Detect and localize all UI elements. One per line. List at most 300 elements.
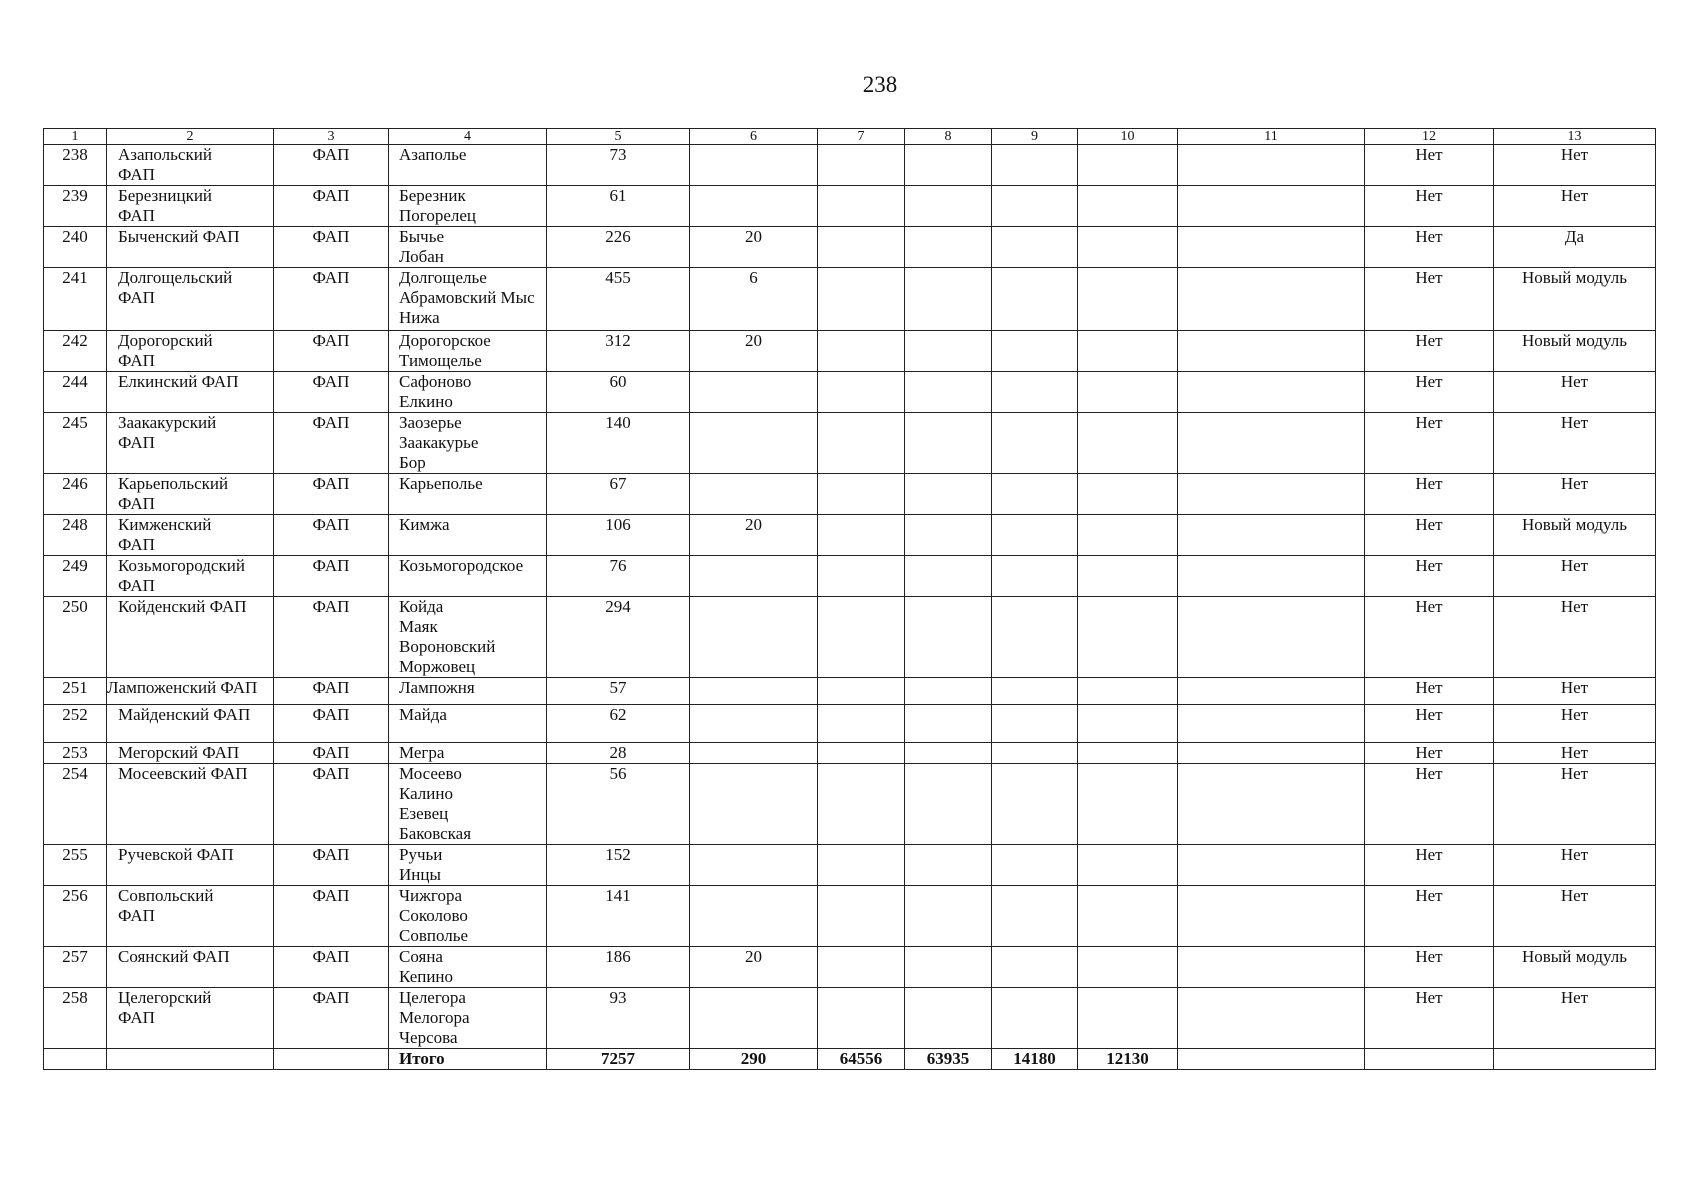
column-13-value: Нет <box>1494 705 1656 743</box>
column-8-value <box>905 474 992 515</box>
settlements <box>389 556 547 597</box>
row-number: 239 <box>44 186 107 227</box>
settlements <box>389 845 547 886</box>
facility-name-line: ФАП <box>118 535 155 554</box>
column-12-value: Нет <box>1365 331 1494 372</box>
facility-name-line: Лампоженский ФАП <box>107 678 258 697</box>
column-8-value <box>905 331 992 372</box>
facility-name-line: ФАП <box>118 494 155 513</box>
column-10-value <box>1078 227 1178 268</box>
settlement-name: Заакакурье <box>399 433 479 452</box>
table-row <box>44 947 1656 988</box>
facility-name-line: Долгощельский <box>118 268 233 287</box>
column-6-value <box>690 372 818 413</box>
column-7-value <box>818 474 905 515</box>
column-8-value <box>905 515 992 556</box>
column-10-value <box>1078 705 1178 743</box>
column-10-value <box>1078 556 1178 597</box>
settlements <box>389 145 547 186</box>
settlement-name: Козьмогородское <box>399 556 524 575</box>
total-row <box>44 1049 1656 1070</box>
facility-name <box>107 268 274 331</box>
settlement-name: Моржовец <box>399 657 476 676</box>
table-row <box>44 556 1656 597</box>
facility-name-line: Майденский ФАП <box>118 705 251 724</box>
column-7-value <box>818 331 905 372</box>
row-number: 253 <box>44 743 107 764</box>
settlement-name: Кепино <box>399 967 454 986</box>
population: 106 <box>547 515 690 556</box>
column-7-value <box>818 988 905 1049</box>
facility-name-line: ФАП <box>118 165 155 184</box>
total-column-7: 64556 <box>818 1049 905 1070</box>
total-column-6: 290 <box>690 1049 818 1070</box>
settlement-name: Бычье <box>399 227 445 246</box>
column-6-value <box>690 413 818 474</box>
population: 57 <box>547 678 690 705</box>
column-12-value: Нет <box>1365 474 1494 515</box>
column-number: 9 <box>992 129 1078 145</box>
column-7-value <box>818 705 905 743</box>
row-number: 257 <box>44 947 107 988</box>
facility-name-line: ФАП <box>118 206 155 225</box>
row-number: 250 <box>44 597 107 678</box>
facility-name <box>107 705 274 743</box>
population: 152 <box>547 845 690 886</box>
settlements <box>389 764 547 845</box>
population: 28 <box>547 743 690 764</box>
row-number: 248 <box>44 515 107 556</box>
facility-type: ФАП <box>274 845 389 886</box>
column-11-value <box>1178 597 1365 678</box>
column-11-value <box>1178 372 1365 413</box>
population: 294 <box>547 597 690 678</box>
column-12-value: Нет <box>1365 764 1494 845</box>
page-number: 238 <box>862 72 898 97</box>
population: 140 <box>547 413 690 474</box>
settlements <box>389 413 547 474</box>
facility-name <box>107 886 274 947</box>
facility-type: ФАП <box>274 145 389 186</box>
facility-name-line: Ручевской ФАП <box>118 845 234 864</box>
column-13-value: Новый модуль <box>1494 268 1656 331</box>
facility-name-line: Заакакурский <box>118 413 217 432</box>
column-12-value: Нет <box>1365 678 1494 705</box>
table-row <box>44 268 1656 331</box>
settlement-name: Карьеполье <box>399 474 483 493</box>
column-9-value <box>992 705 1078 743</box>
settlements <box>389 372 547 413</box>
column-9-value <box>992 515 1078 556</box>
column-8-value <box>905 764 992 845</box>
facility-name <box>107 474 274 515</box>
column-8-value <box>905 988 992 1049</box>
column-12-value: Нет <box>1365 186 1494 227</box>
population: 226 <box>547 227 690 268</box>
column-7-value <box>818 145 905 186</box>
facility-name <box>107 743 274 764</box>
total-column-9: 14180 <box>992 1049 1078 1070</box>
column-8-value <box>905 705 992 743</box>
column-7-value <box>818 372 905 413</box>
column-10-value <box>1078 474 1178 515</box>
column-12-value: Нет <box>1365 947 1494 988</box>
column-number: 6 <box>690 129 818 145</box>
column-6-value <box>690 743 818 764</box>
column-13-value: Нет <box>1494 556 1656 597</box>
column-12-value: Нет <box>1365 705 1494 743</box>
column-number: 12 <box>1365 129 1494 145</box>
population: 73 <box>547 145 690 186</box>
settlement-name: Заозерье <box>399 413 462 432</box>
column-12-value: Нет <box>1365 988 1494 1049</box>
column-13-value: Нет <box>1494 186 1656 227</box>
settlement-name: Маяк <box>399 617 438 636</box>
table-row <box>44 678 1656 705</box>
row-number: 242 <box>44 331 107 372</box>
column-9-value <box>992 474 1078 515</box>
column-8-value <box>905 372 992 413</box>
row-number: 245 <box>44 413 107 474</box>
settlement-name: Вороновский <box>399 637 496 656</box>
empty-cell <box>44 1049 107 1070</box>
facility-name-line: Быченский ФАП <box>118 227 240 246</box>
facility-name-line: Целегорский <box>118 988 212 1007</box>
column-10-value <box>1078 845 1178 886</box>
column-13-value: Нет <box>1494 145 1656 186</box>
column-6-value <box>690 988 818 1049</box>
facility-type: ФАП <box>274 413 389 474</box>
column-12-value: Нет <box>1365 145 1494 186</box>
column-9-value <box>992 331 1078 372</box>
column-11-value <box>1178 886 1365 947</box>
empty-cell <box>1494 1049 1656 1070</box>
population: 93 <box>547 988 690 1049</box>
population: 186 <box>547 947 690 988</box>
row-number: 251 <box>44 678 107 705</box>
column-7-value <box>818 515 905 556</box>
settlement-name: Азаполье <box>399 145 467 164</box>
column-8-value <box>905 268 992 331</box>
column-8-value <box>905 186 992 227</box>
column-12-value: Нет <box>1365 743 1494 764</box>
total-column-5: 7257 <box>547 1049 690 1070</box>
total-column-8: 63935 <box>905 1049 992 1070</box>
table-row <box>44 886 1656 947</box>
settlement-name: Мелогора <box>399 1008 470 1027</box>
column-13-value: Нет <box>1494 372 1656 413</box>
column-11-value <box>1178 743 1365 764</box>
settlement-name: Лобан <box>399 247 444 266</box>
column-13-value: Нет <box>1494 886 1656 947</box>
column-11-value <box>1178 515 1365 556</box>
row-number: 246 <box>44 474 107 515</box>
facility-name <box>107 845 274 886</box>
facility-type: ФАП <box>274 764 389 845</box>
settlement-name: Бор <box>399 453 426 472</box>
settlement-name: Ручьи <box>399 845 443 864</box>
population: 61 <box>547 186 690 227</box>
facility-name-line: Азапольский <box>118 145 212 164</box>
column-10-value <box>1078 678 1178 705</box>
row-number: 244 <box>44 372 107 413</box>
column-number-row <box>44 129 1656 145</box>
column-12-value: Нет <box>1365 413 1494 474</box>
settlements <box>389 678 547 705</box>
facility-type: ФАП <box>274 678 389 705</box>
table-row <box>44 186 1656 227</box>
settlement-name: Дорогорское <box>399 331 491 350</box>
column-10-value <box>1078 331 1178 372</box>
column-13-value: Новый модуль <box>1494 331 1656 372</box>
column-12-value: Нет <box>1365 515 1494 556</box>
row-number: 252 <box>44 705 107 743</box>
column-12-value: Нет <box>1365 268 1494 331</box>
facility-name-line: Дорогорский <box>118 331 213 350</box>
population: 67 <box>547 474 690 515</box>
facility-type: ФАП <box>274 988 389 1049</box>
settlements <box>389 705 547 743</box>
row-number: 256 <box>44 886 107 947</box>
column-number: 2 <box>107 129 274 145</box>
facility-name-line: Койденский ФАП <box>118 597 247 616</box>
column-11-value <box>1178 474 1365 515</box>
facility-name <box>107 145 274 186</box>
facility-type: ФАП <box>274 474 389 515</box>
table-row <box>44 331 1656 372</box>
column-7-value <box>818 268 905 331</box>
facility-type: ФАП <box>274 515 389 556</box>
column-6-value <box>690 845 818 886</box>
column-number: 1 <box>44 129 107 145</box>
row-number: 238 <box>44 145 107 186</box>
facility-type: ФАП <box>274 268 389 331</box>
settlement-name: Кимжа <box>399 515 450 534</box>
facility-name-line: Мегорский ФАП <box>118 743 240 762</box>
facility-type: ФАП <box>274 597 389 678</box>
column-7-value <box>818 845 905 886</box>
column-10-value <box>1078 268 1178 331</box>
column-8-value <box>905 845 992 886</box>
column-11-value <box>1178 186 1365 227</box>
settlement-name: Абрамовский Мыс <box>399 288 535 307</box>
facility-name-line: ФАП <box>118 351 155 370</box>
facility-type: ФАП <box>274 705 389 743</box>
facility-name <box>107 678 274 705</box>
column-9-value <box>992 372 1078 413</box>
column-6-value <box>690 764 818 845</box>
column-6-value: 20 <box>690 331 818 372</box>
column-10-value <box>1078 988 1178 1049</box>
total-column-10: 12130 <box>1078 1049 1178 1070</box>
column-13-value: Нет <box>1494 845 1656 886</box>
table-row <box>44 145 1656 186</box>
column-number: 8 <box>905 129 992 145</box>
column-number: 13 <box>1494 129 1656 145</box>
column-12-value: Нет <box>1365 886 1494 947</box>
column-6-value <box>690 678 818 705</box>
column-11-value <box>1178 331 1365 372</box>
settlements <box>389 988 547 1049</box>
column-7-value <box>818 227 905 268</box>
facility-name <box>107 988 274 1049</box>
column-9-value <box>992 597 1078 678</box>
row-number: 241 <box>44 268 107 331</box>
facility-name-line: Соянский ФАП <box>118 947 230 966</box>
column-13-value: Да <box>1494 227 1656 268</box>
population: 62 <box>547 705 690 743</box>
facility-name-line: ФАП <box>118 433 155 452</box>
column-9-value <box>992 227 1078 268</box>
column-10-value <box>1078 764 1178 845</box>
column-10-value <box>1078 413 1178 474</box>
column-12-value: Нет <box>1365 845 1494 886</box>
empty-cell <box>1365 1049 1494 1070</box>
column-7-value <box>818 886 905 947</box>
column-11-value <box>1178 145 1365 186</box>
row-number: 255 <box>44 845 107 886</box>
settlement-name: Майда <box>399 705 447 724</box>
settlements <box>389 947 547 988</box>
column-6-value <box>690 474 818 515</box>
table-row <box>44 988 1656 1049</box>
column-13-value: Нет <box>1494 988 1656 1049</box>
column-11-value <box>1178 845 1365 886</box>
facility-type: ФАП <box>274 372 389 413</box>
column-number: 10 <box>1078 129 1178 145</box>
facility-name-line: ФАП <box>118 288 155 307</box>
column-11-value <box>1178 764 1365 845</box>
table-row <box>44 845 1656 886</box>
facility-name <box>107 186 274 227</box>
facility-name-line: Совпольский <box>118 886 214 905</box>
population: 455 <box>547 268 690 331</box>
facility-table <box>43 128 1656 1070</box>
table-row <box>44 597 1656 678</box>
table-row <box>44 764 1656 845</box>
column-6-value: 20 <box>690 227 818 268</box>
settlements <box>389 331 547 372</box>
column-12-value: Нет <box>1365 597 1494 678</box>
column-13-value: Нет <box>1494 597 1656 678</box>
column-8-value <box>905 145 992 186</box>
facility-name-line: ФАП <box>118 906 155 925</box>
column-9-value <box>992 268 1078 331</box>
column-6-value: 20 <box>690 947 818 988</box>
column-11-value <box>1178 678 1365 705</box>
column-10-value <box>1078 372 1178 413</box>
empty-cell <box>274 1049 389 1070</box>
row-number: 258 <box>44 988 107 1049</box>
column-8-value <box>905 556 992 597</box>
facility-name <box>107 227 274 268</box>
column-9-value <box>992 886 1078 947</box>
settlement-name: Чижгора <box>399 886 462 905</box>
facility-name <box>107 764 274 845</box>
row-number: 249 <box>44 556 107 597</box>
total-label: Итого <box>389 1049 547 1070</box>
column-8-value <box>905 413 992 474</box>
column-13-value: Новый модуль <box>1494 515 1656 556</box>
column-13-value: Нет <box>1494 764 1656 845</box>
column-9-value <box>992 145 1078 186</box>
column-10-value <box>1078 947 1178 988</box>
settlement-name: Совполье <box>399 926 469 945</box>
table-row <box>44 413 1656 474</box>
facility-type: ФАП <box>274 947 389 988</box>
column-6-value: 20 <box>690 515 818 556</box>
facility-name <box>107 331 274 372</box>
table-row <box>44 227 1656 268</box>
column-7-value <box>818 947 905 988</box>
settlement-name: Соколово <box>399 906 468 925</box>
facility-type: ФАП <box>274 886 389 947</box>
column-10-value <box>1078 743 1178 764</box>
settlements <box>389 597 547 678</box>
column-9-value <box>992 186 1078 227</box>
row-number: 240 <box>44 227 107 268</box>
column-7-value <box>818 413 905 474</box>
table-row <box>44 515 1656 556</box>
facility-name <box>107 597 274 678</box>
column-9-value <box>992 413 1078 474</box>
settlements <box>389 743 547 764</box>
column-11-value <box>1178 413 1365 474</box>
column-7-value <box>818 743 905 764</box>
empty-cell <box>1178 1049 1365 1070</box>
column-13-value: Нет <box>1494 474 1656 515</box>
settlement-name: Березник <box>399 186 466 205</box>
facility-name-line: Березницкий <box>118 186 213 205</box>
facility-name-line: Кимженский <box>118 515 212 534</box>
settlement-name: Калино <box>399 784 453 803</box>
facility-name-line: Карьепольский <box>118 474 229 493</box>
column-6-value: 6 <box>690 268 818 331</box>
column-10-value <box>1078 515 1178 556</box>
settlement-name: Баковская <box>399 824 472 843</box>
column-number: 7 <box>818 129 905 145</box>
column-8-value <box>905 597 992 678</box>
column-7-value <box>818 186 905 227</box>
column-9-value <box>992 845 1078 886</box>
column-6-value <box>690 886 818 947</box>
settlement-name: Сояна <box>399 947 443 966</box>
settlement-name: Целегора <box>399 988 466 1007</box>
facility-name <box>107 372 274 413</box>
column-8-value <box>905 678 992 705</box>
column-10-value <box>1078 886 1178 947</box>
column-10-value <box>1078 186 1178 227</box>
column-8-value <box>905 227 992 268</box>
column-11-value <box>1178 556 1365 597</box>
settlement-name: Лампожня <box>399 678 475 697</box>
settlement-name: Черсова <box>399 1028 458 1047</box>
settlement-name: Долгощелье <box>399 268 487 287</box>
column-12-value: Нет <box>1365 556 1494 597</box>
table-row <box>44 372 1656 413</box>
column-6-value <box>690 597 818 678</box>
facility-type: ФАП <box>274 743 389 764</box>
column-number: 4 <box>389 129 547 145</box>
facility-type: ФАП <box>274 227 389 268</box>
population: 312 <box>547 331 690 372</box>
table-row <box>44 474 1656 515</box>
population: 56 <box>547 764 690 845</box>
column-number: 11 <box>1178 129 1365 145</box>
settlements <box>389 268 547 331</box>
column-number: 5 <box>547 129 690 145</box>
column-13-value: Нет <box>1494 678 1656 705</box>
